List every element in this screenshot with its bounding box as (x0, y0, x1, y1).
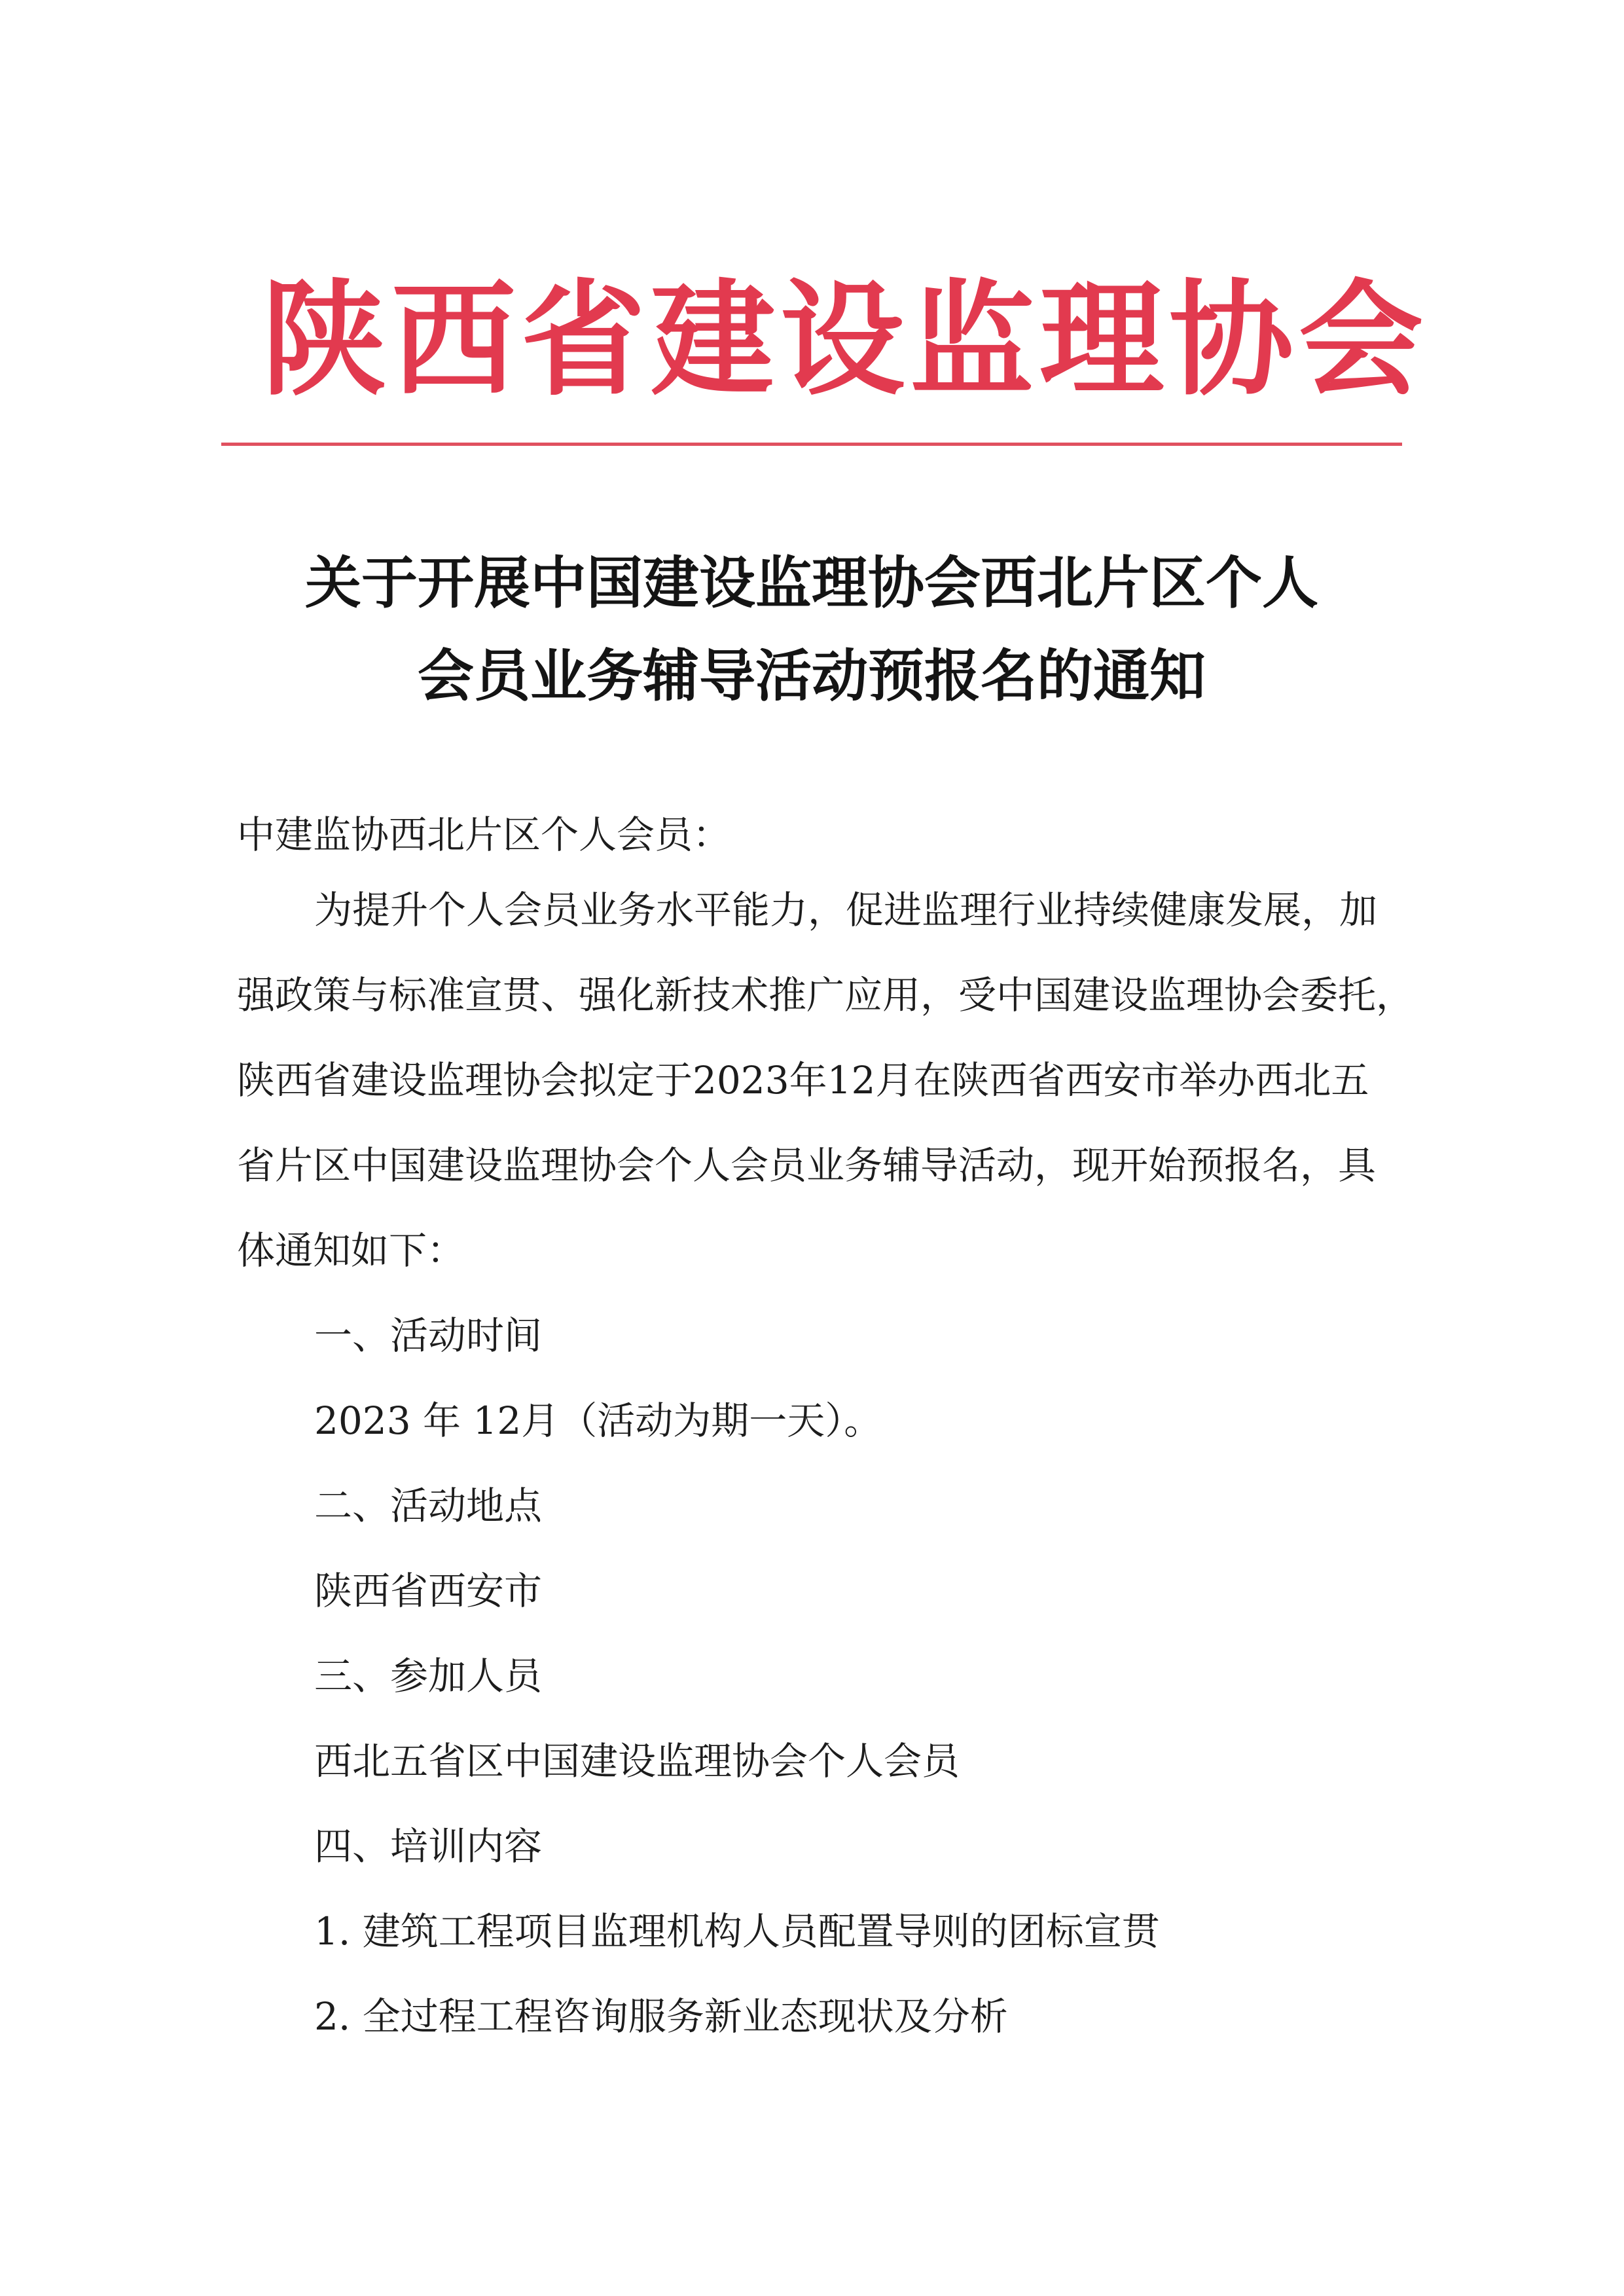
section-participants-heading: 三、参加人员 (314, 1654, 543, 1698)
content-item-2: 2. 全过程工程咨询服务新业态现状及分析 (314, 1994, 1008, 2039)
intro-line-2: 强政策与标准宣贯、强化新技术推广应用，受中国建设监理协会委托， (237, 973, 1415, 1017)
section-location-value: 陕西省西安市 (314, 1569, 543, 1613)
notice-title (196, 537, 1427, 723)
salutation: 中建监协西北片区个人会员： (237, 812, 731, 857)
content-item-1: 1. 建筑工程项目监理机构人员配置导则的团标宣贯 (314, 1909, 1160, 1954)
organization-letterhead: 陕西省建设监理协会 (262, 268, 1429, 412)
section-content-heading: 四、培训内容 (314, 1824, 543, 1868)
section-participants-value: 西北五省区中国建设监理协会个人会员 (314, 1739, 960, 1783)
intro-line-3: 陕西省建设监理协会拟定于2023年12月在陕西省西安市举办西北五 (237, 1058, 1369, 1102)
intro-line-1: 为提升个人会员业务水平能力，促进监理行业持续健康发展，加 (314, 888, 1378, 932)
title-line-1: 关于开展中国建设监理协会西北片区个人 (305, 550, 1318, 616)
intro-line-4: 省片区中国建设监理协会个人会员业务辅导活动，现开始预报名，具 (237, 1143, 1377, 1188)
title-line-2: 会员业务辅导活动预报名的通知 (418, 643, 1206, 709)
intro-line-5: 体通知如下： (237, 1228, 465, 1273)
letterhead-divider (221, 443, 1402, 446)
section-location-heading: 二、活动地点 (314, 1484, 543, 1528)
section-time-heading: 一、活动时间 (314, 1313, 543, 1358)
section-time-value: 2023 年 12月（活动为期一天）。 (314, 1398, 882, 1443)
